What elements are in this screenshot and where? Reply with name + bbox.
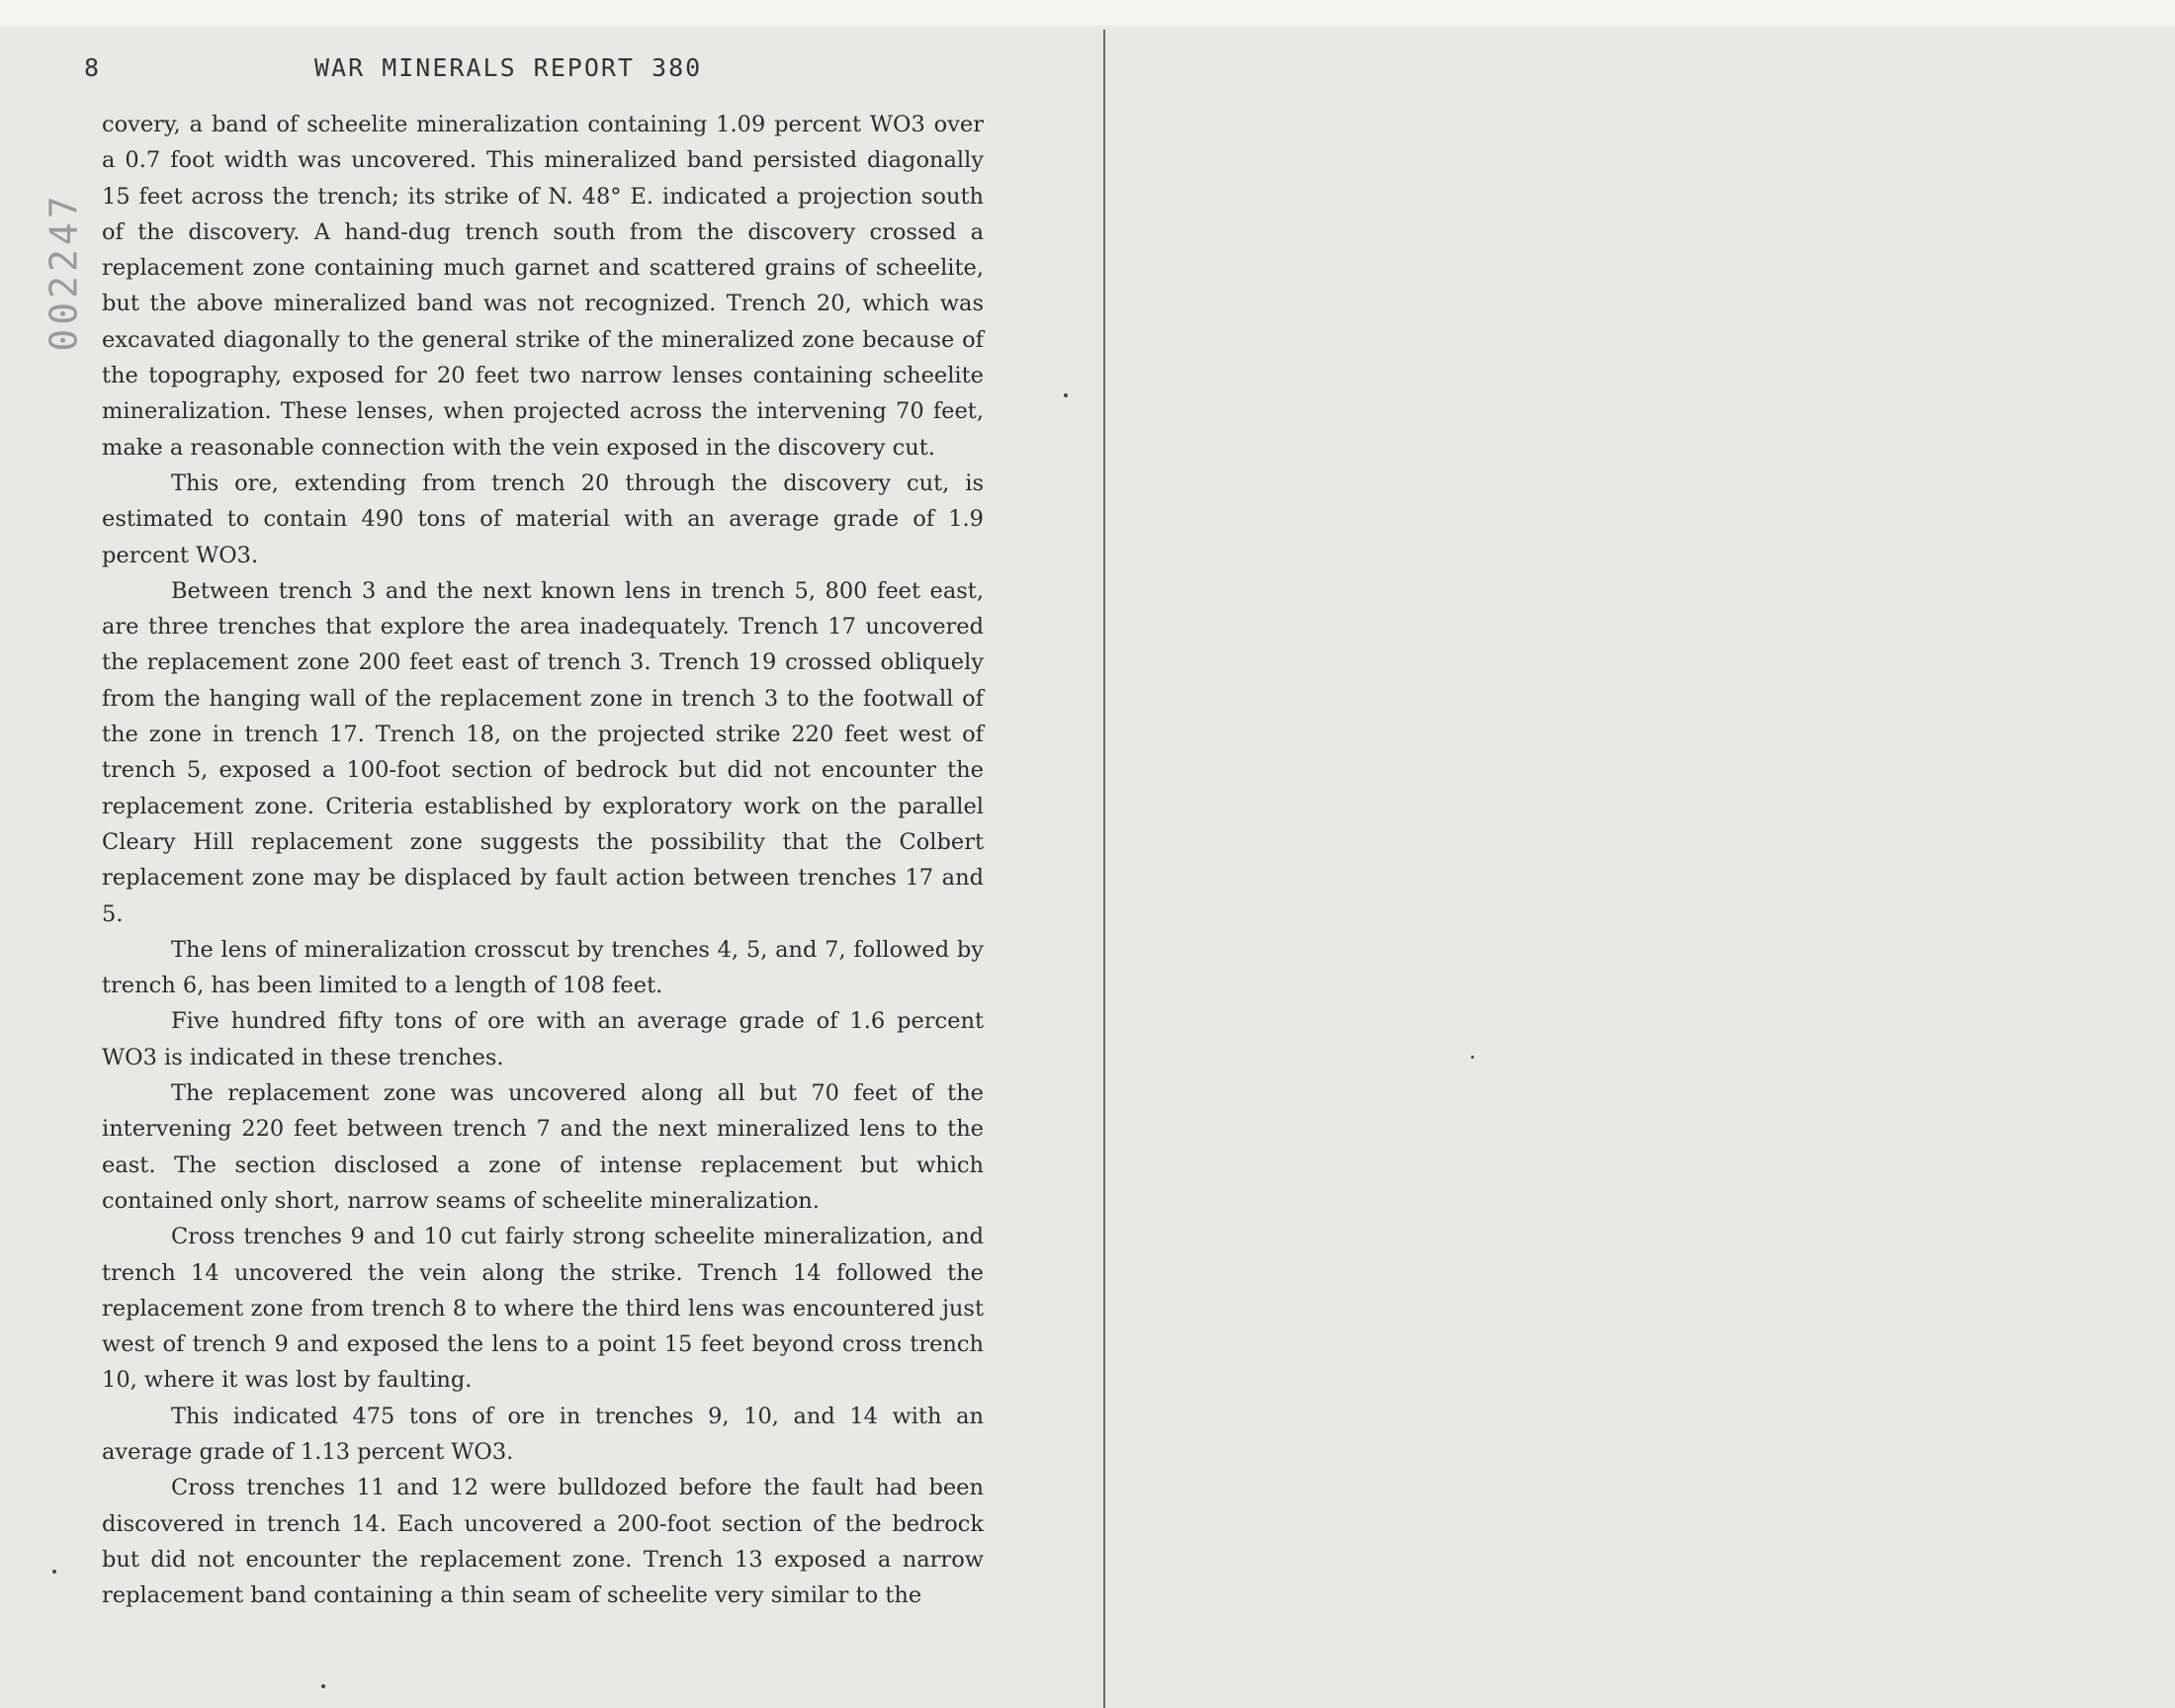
paragraph: The lens of mineralization crosscut by trenches 4, 5, and 7, followed by trench 6, has been limited to a length of 108 feet. xyxy=(102,936,984,999)
paragraph: Cross trenches 11 and 12 were bulldozed before the fault had been discovered in trench 14. Each uncovered a 200-foot section of the bedrock but did not encounter the replacement zone. Trench 13 exposed a narrow replacement band containing a thin seam of scheelite very similar to the xyxy=(102,1475,984,1609)
running-title: WAR MINERALS REPORT 380 xyxy=(314,53,703,82)
left-text-column xyxy=(102,107,984,1613)
serial-stamp xyxy=(40,173,89,371)
paragraph: Cross trenches 9 and 10 cut fairly strong scheelite mineralization, and trench 14 uncovered the vein along the strike. Trench 14 followed the replacement zone from trench 8 to where the third lens was encountered just west of trench 9 and exposed the lens to a point 15 feet beyond cross trench 10, where it was lost by faulting. xyxy=(102,1224,984,1394)
scan-speck xyxy=(1064,393,1068,397)
paragraph: This indicated 475 tons of ore in trenches 9, 10, and 14 with an average grade of 1.13 percent WO3. xyxy=(102,1403,984,1465)
paragraph: Five hundred fifty tons of ore with an average grade of 1.6 percent WO3 is indicated in these trenches. xyxy=(102,1008,984,1070)
right-page xyxy=(1105,0,2175,1708)
paragraph: covery, a band of scheelite mineralization containing 1.09 percent WO3 over a 0.7 foot width was uncovered. This mineralized band persisted diagonally 15 feet across the trench; its strike of N. 48° E. indicated a projection south of the discovery. A hand-dug trench south from the discovery crossed a replacement zone containing much garnet and scattered grains of scheelite, but the above mineralized band was not recognized. Trench 20, which was excavated diagonally to the general strike of the mineralized zone because of the topography, exposed for 20 feet two narrow lenses containing scheelite mineralization. These lenses, when projected across the intervening 70 feet, make a reasonable connection with the vein exposed in the discovery cut. xyxy=(102,112,984,461)
scan-speck xyxy=(52,1570,56,1574)
paragraph: Between trench 3 and the next known lens in trench 5, 800 feet east, are three trenches that explore the area inadequately. Trench 17 uncovered the replacement zone 200 feet east of trench 3. Trench 19 crossed obliquely from the hanging wall of the replacement zone in trench 3 to the footwall of the zone in trench 17. Trench 18, on the projected strike 220 feet west of trench 5, exposed a 100-foot section of bedrock but did not encounter the replacement zone. Criteria established by exploratory work on the parallel Cleary Hill replacement zone suggests the possibility that the Colbert replacement zone may be displaced by fault action between trenches 17 and 5. xyxy=(102,577,984,927)
page-number: 8 xyxy=(84,53,102,82)
paragraph: The replacement zone was uncovered along all but 70 feet of the intervening 220 feet between trench 7 and the next mineralized lens to the east. The section disclosed a zone of intense replacement but which contained only short, narrow seams of scheelite mineralization. xyxy=(102,1080,984,1214)
paragraph: This ore, extending from trench 20 through the discovery cut, is estimated to contain 490 tons of material with an average grade of 1.9 percent WO3. xyxy=(102,470,984,568)
scan-speck xyxy=(321,1684,325,1688)
scan-speck xyxy=(1471,1056,1474,1059)
serial-stamp-text: 002247 xyxy=(43,192,86,352)
